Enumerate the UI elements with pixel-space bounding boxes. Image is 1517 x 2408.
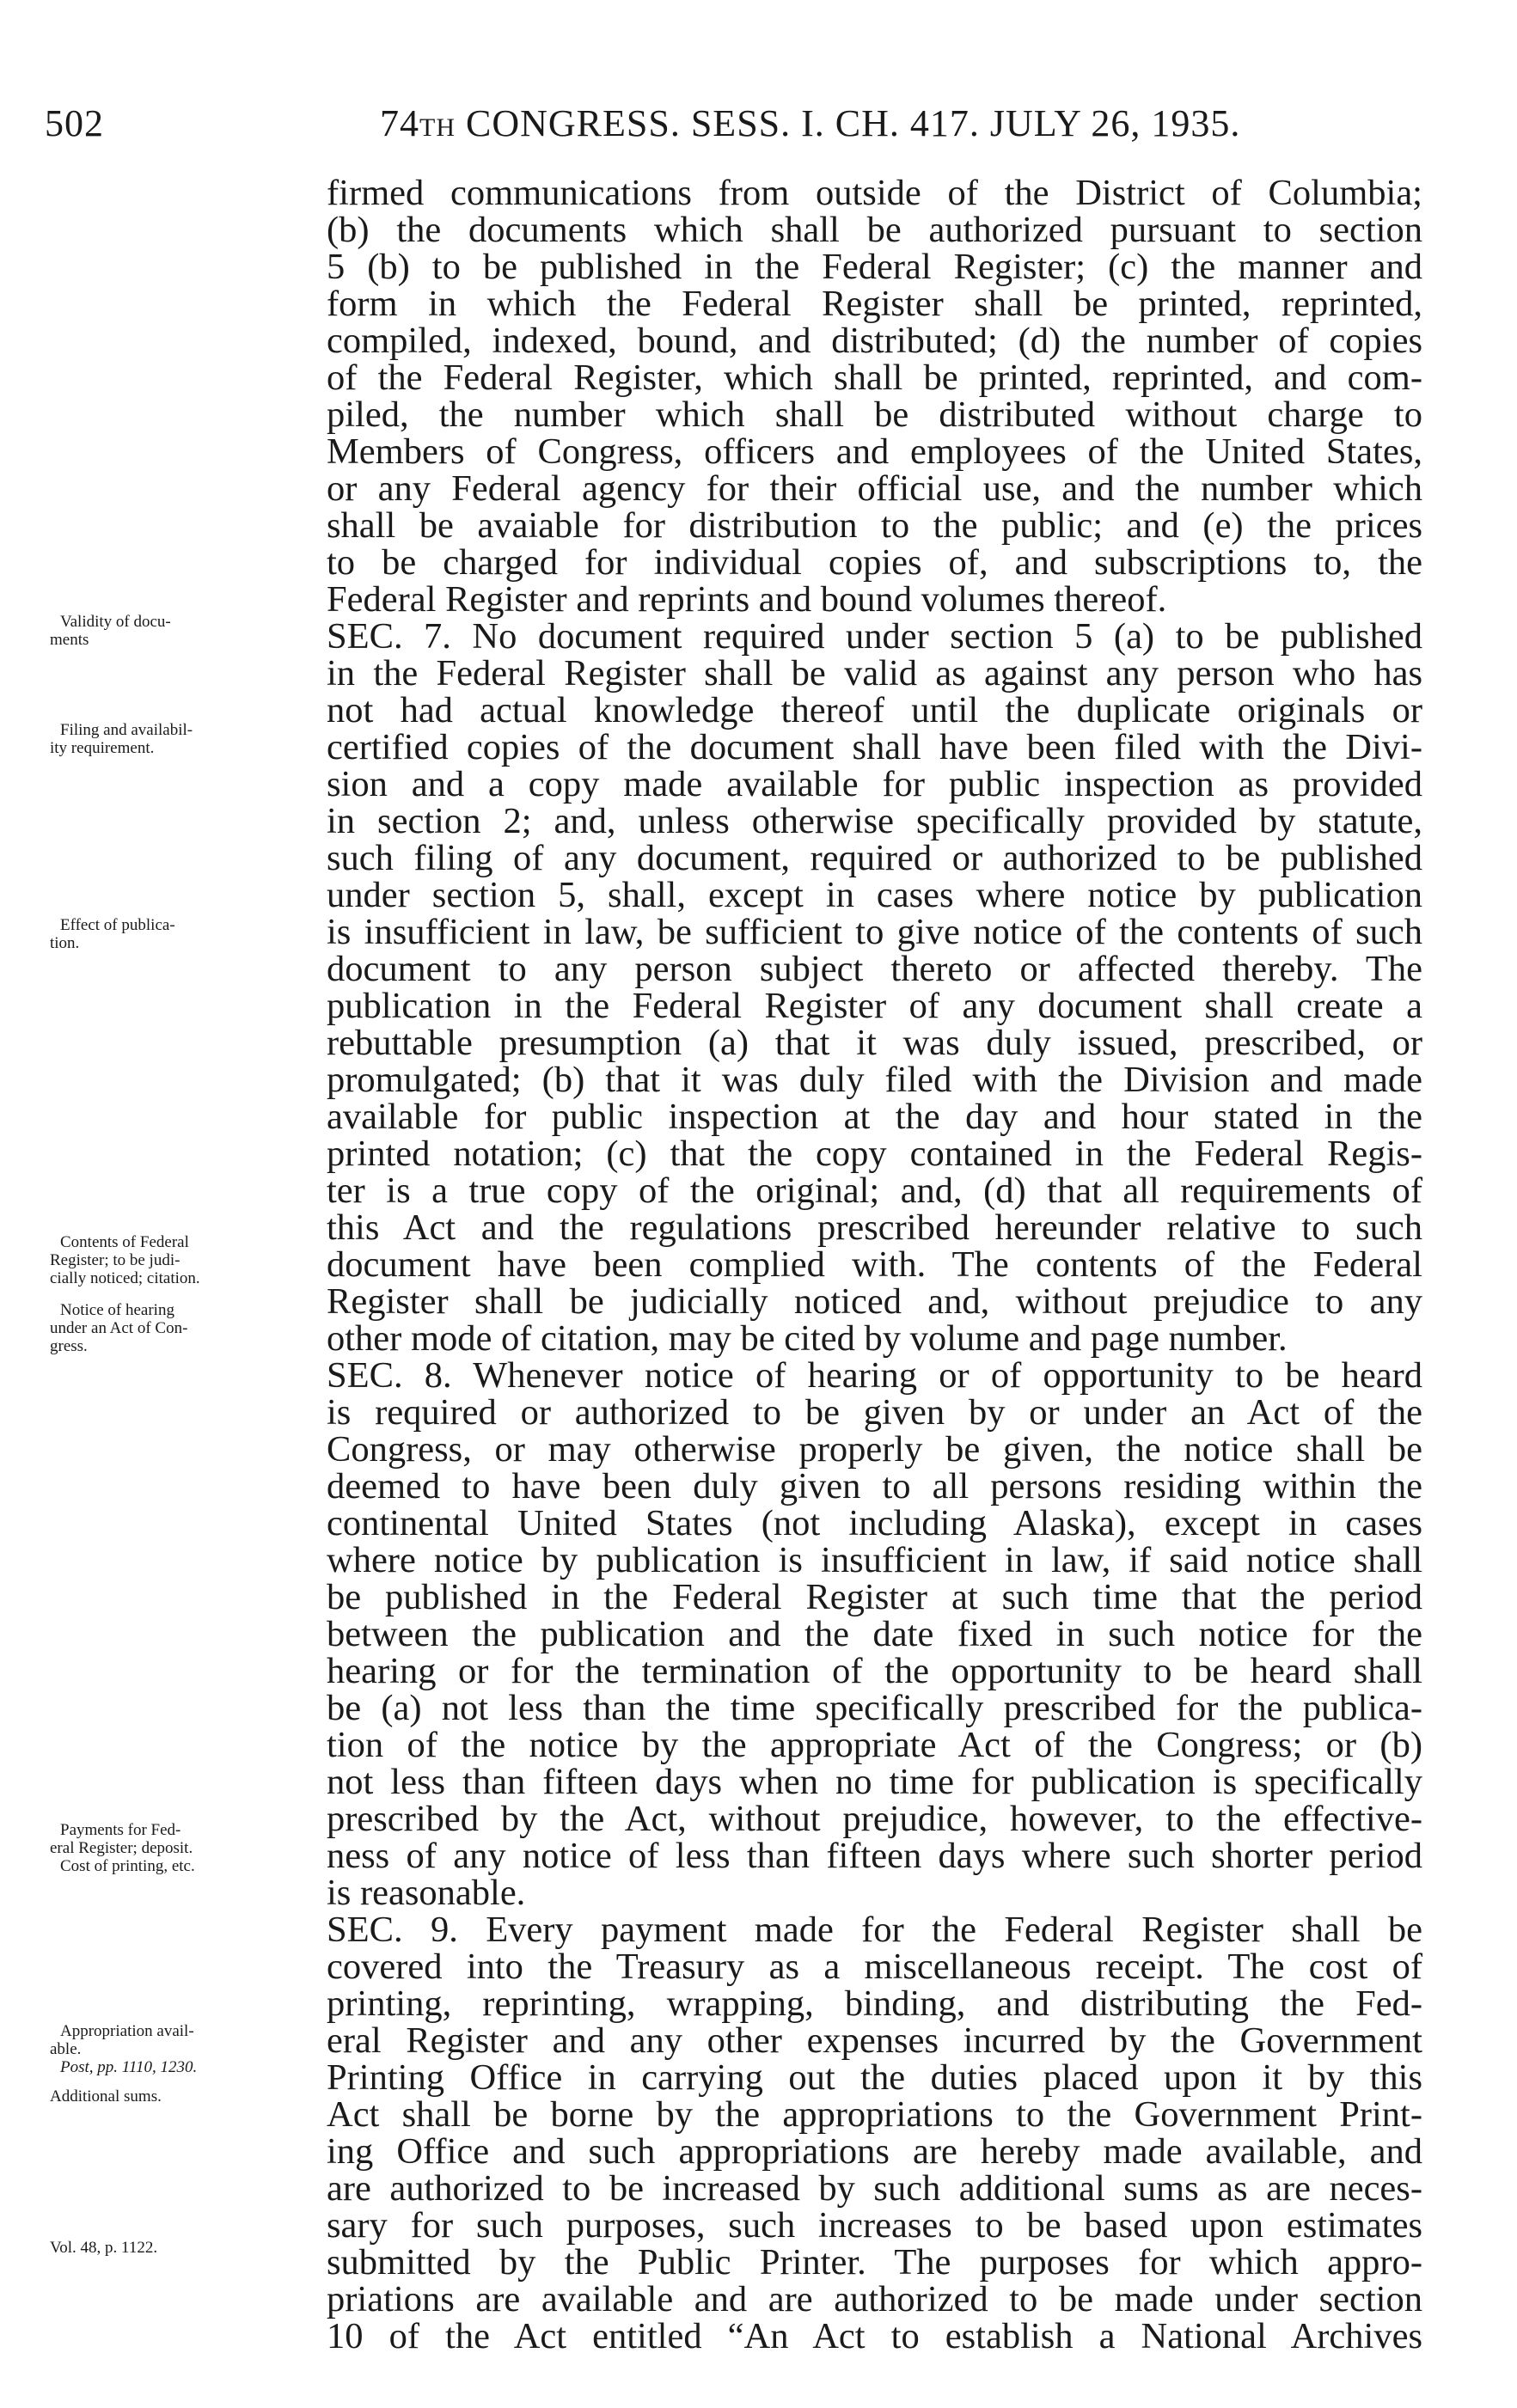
- margin-note-line: Validity of docu-: [60, 613, 171, 631]
- body-line: are authorized to be increased by such additional sums as are neces-: [327, 2168, 1422, 2209]
- margin-note-payments: [50, 1821, 316, 1875]
- margin-note-line: Post, pp. 1110, 1230.: [60, 2058, 198, 2076]
- body-line: Members of Congress, officers and employees of the United States,: [327, 431, 1422, 472]
- body-line: ness of any notice of less than fifteen days where such shorter period: [327, 1836, 1422, 1876]
- margin-note-line: Register; to be judi-: [50, 1251, 180, 1269]
- margin-note-line: Filing and availabil-: [60, 721, 193, 739]
- body-line: 5 (b) to be published in the Federal Register; (c) the manner and: [327, 247, 1422, 287]
- margin-note-line: Effect of publica-: [60, 916, 175, 934]
- body-line: or any Federal agency for their official use, and the number which: [327, 468, 1422, 509]
- body-line: shall be avaiable for distribution to the public; and (e) the prices: [327, 505, 1422, 546]
- body-line: not had actual knowledge thereof until the duplicate originals or: [327, 690, 1422, 730]
- body-line: firmed communications from outside of the District of Columbia;: [327, 173, 1422, 213]
- body-line: where notice by publication is insufficient in law, if said notice shall: [327, 1540, 1422, 1580]
- margin-note-effect: [50, 916, 316, 952]
- body-line: form in which the Federal Register shall be printed, reprinted,: [327, 284, 1422, 324]
- body-line: deemed to have been duly given to all persons residing within the: [327, 1466, 1422, 1507]
- margin-note-additional: [50, 2087, 316, 2105]
- body-line: 10 of the Act entitled “An Act to establish a National Archives: [327, 2316, 1422, 2356]
- margin-note-contents: [50, 1233, 316, 1287]
- body-line: of the Federal Register, which shall be printed, reprinted, and com-: [327, 358, 1422, 398]
- margin-note-line: tion.: [50, 934, 80, 952]
- body-line: Act shall be borne by the appropriations to the Government Print-: [327, 2094, 1422, 2135]
- body-line: prescribed by the Act, without prejudice, however, to the effective-: [327, 1799, 1422, 1839]
- margin-note-vol: [50, 2239, 316, 2257]
- body-line: promulgated; (b) that it was duly filed with the Division and made: [327, 1060, 1422, 1100]
- running-head-rest: CONGRESS. SESS. I. CH. 417. JULY 26, 1935.: [456, 102, 1241, 144]
- margin-note-line: gress.: [50, 1337, 88, 1355]
- running-head-suffix: TH: [419, 113, 456, 142]
- body-line: under section 5, shall, except in cases where notice by publication: [327, 875, 1422, 915]
- body-line: document have been complied with. The contents of the Federal: [327, 1244, 1422, 1285]
- body-line: is insufficient in law, be sufficient to give notice of the contents of such: [327, 912, 1422, 952]
- margin-note-line: ity requirement.: [50, 739, 155, 757]
- margin-note-line: Additional sums.: [50, 2087, 162, 2105]
- body-line: between the publication and the date fixed in such notice for the: [327, 1614, 1422, 1654]
- margin-note-validity: [50, 613, 316, 649]
- margin-note-line: able.: [50, 2040, 82, 2058]
- body-line: be (a) not less than the time specifically prescribed for the publica-: [327, 1688, 1422, 1728]
- body-line: Printing Office in carrying out the duties placed upon it by this: [327, 2057, 1422, 2098]
- body-line: SEC. 9. Every payment made for the Federal Register shall be: [327, 1910, 1422, 1950]
- body-line: rebuttable presumption (a) that it was duly issued, prescribed, or: [327, 1023, 1422, 1063]
- margin-note-line: Appropriation avail-: [60, 2022, 194, 2040]
- body-line: be published in the Federal Register at such time that the period: [327, 1577, 1422, 1617]
- margin-note-line: Cost of printing, etc.: [60, 1857, 195, 1875]
- body-line: continental United States (not including Alaska), except in cases: [327, 1503, 1422, 1543]
- margin-note-line: Payments for Fed-: [60, 1821, 181, 1839]
- body-line: is reasonable.: [327, 1873, 526, 1913]
- page-number: 502: [45, 102, 104, 144]
- body-line: not less than fifteen days when no time for publication is specifically: [327, 1762, 1422, 1802]
- margin-notes: [50, 0, 325, 2408]
- margin-note-line: under an Act of Con-: [50, 1319, 188, 1337]
- body-line: ing Office and such appropriations are hereby made available, and: [327, 2131, 1422, 2172]
- body-line: sion and a copy made available for public inspection as provided: [327, 764, 1422, 804]
- body-line: publication in the Federal Register of any document shall create a: [327, 986, 1422, 1026]
- body-line: to be charged for individual copies of, and subscriptions to, the: [327, 542, 1422, 583]
- body-line: document to any person subject thereto or affected thereby. The: [327, 949, 1422, 989]
- body-line: tion of the notice by the appropriate Act of the Congress; or (b): [327, 1725, 1422, 1765]
- body-line: hearing or for the termination of the opportunity to be heard shall: [327, 1651, 1422, 1691]
- body-line: covered into the Treasury as a miscellaneous receipt. The cost of: [327, 1947, 1422, 1987]
- body-line: printing, reprinting, wrapping, binding, and distributing the Fed-: [327, 1983, 1422, 2024]
- margin-note-filing: [50, 721, 316, 757]
- body-line: ter is a true copy of the original; and, (d) that all requirements of: [327, 1170, 1422, 1211]
- margin-note-line: Contents of Federal: [60, 1233, 189, 1251]
- margin-note-notice: [50, 1301, 316, 1355]
- body-line: Register shall be judicially noticed and, without prejudice to any: [327, 1281, 1422, 1322]
- margin-note-line: ments: [50, 631, 89, 649]
- body-line: is required or authorized to be given by or under an Act of the: [327, 1392, 1422, 1433]
- body-line: priations are available and are authorized to be made under section: [327, 2279, 1422, 2319]
- running-head-congress: 74: [380, 102, 419, 144]
- body-line: in section 2; and, unless otherwise specifically provided by statute,: [327, 801, 1422, 841]
- margin-note-line: eral Register; deposit.: [50, 1839, 193, 1857]
- body-line: SEC. 7. No document required under section 5 (a) to be published: [327, 616, 1422, 657]
- body-text: [327, 174, 1422, 2355]
- body-line: sary for such purposes, such increases to be based upon estimates: [327, 2205, 1422, 2246]
- body-line: printed notation; (c) that the copy contained in the Federal Regis-: [327, 1134, 1422, 1174]
- body-line: available for public inspection at the day and hour stated in the: [327, 1097, 1422, 1137]
- body-line: submitted by the Public Printer. The purposes for which appro-: [327, 2242, 1422, 2283]
- body-line: Federal Register and reprints and bound volumes thereof.: [327, 579, 1167, 620]
- body-line: compiled, indexed, bound, and distributed; (d) the number of copies: [327, 321, 1422, 361]
- body-line: (b) the documents which shall be authorized pursuant to section: [327, 210, 1422, 250]
- margin-note-appropriation: [50, 2022, 316, 2076]
- body-line: Congress, or may otherwise properly be given, the notice shall be: [327, 1429, 1422, 1470]
- body-line: certified copies of the document shall have been filed with the Divi-: [327, 727, 1422, 767]
- body-line: SEC. 8. Whenever notice of hearing or of opportunity to be heard: [327, 1355, 1422, 1396]
- running-head: [380, 101, 1240, 145]
- body-line: in the Federal Register shall be valid as against any person who has: [327, 653, 1422, 694]
- body-line: piled, the number which shall be distributed without charge to: [327, 394, 1422, 435]
- body-line: this Act and the regulations prescribed hereunder relative to such: [327, 1207, 1422, 1248]
- margin-note-line: cially noticed; citation.: [50, 1269, 200, 1287]
- body-line: other mode of citation, may be cited by volume and page number.: [327, 1318, 1288, 1359]
- body-line: eral Register and any other expenses incurred by the Government: [327, 2020, 1422, 2061]
- margin-note-line: Vol. 48, p. 1122.: [50, 2239, 158, 2257]
- body-line: such filing of any document, required or authorized to be published: [327, 838, 1422, 878]
- margin-note-line: Notice of hearing: [60, 1301, 174, 1319]
